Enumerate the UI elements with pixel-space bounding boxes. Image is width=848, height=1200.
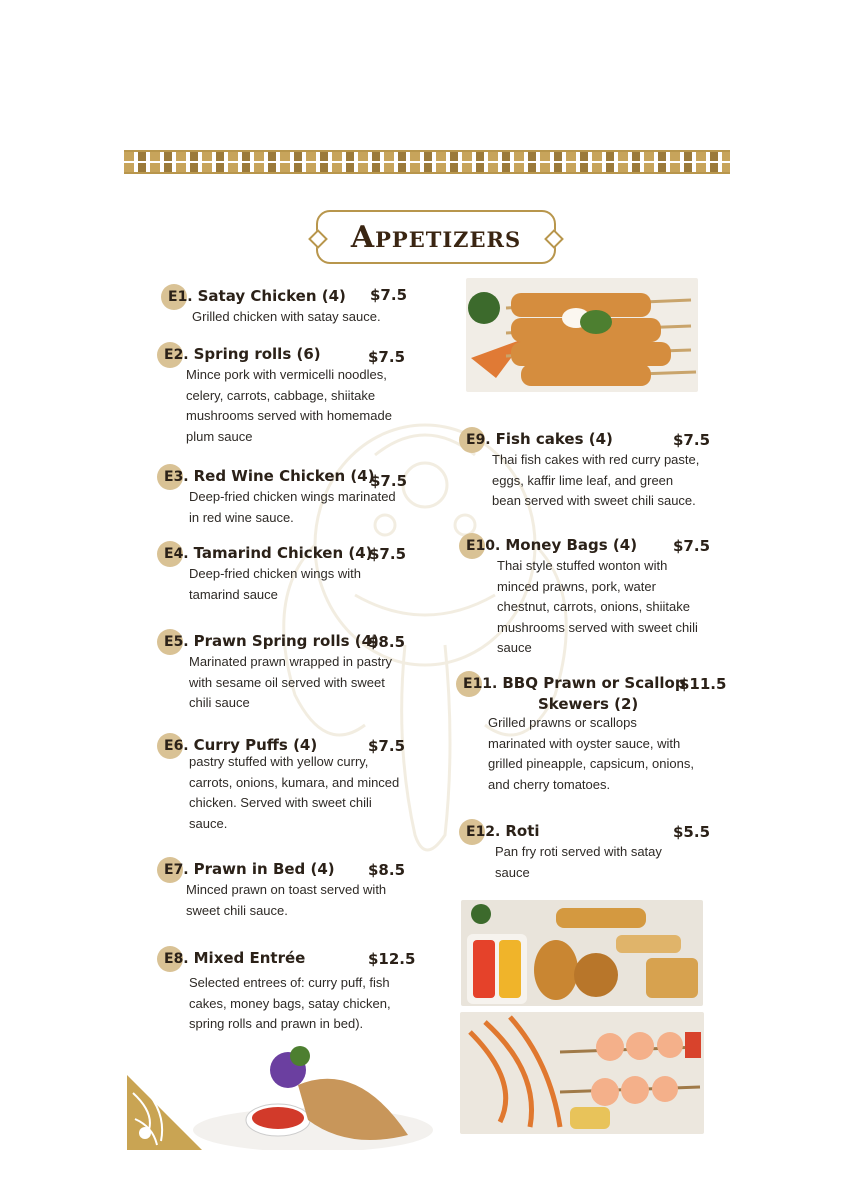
item-name-line2: Skewers (2): [538, 695, 639, 713]
menu-item-e11: [459, 673, 749, 795]
item-name: Red Wine Chicken (4): [193, 467, 375, 485]
item-price: $8.5: [368, 861, 406, 879]
item-name: BBQ Prawn or Scallop: [502, 674, 686, 692]
item-price: $7.5: [370, 472, 408, 490]
item-description: Thai fish cakes with red curry paste, eggs, kaffir lime leaf, and green bean served with sweet chili sauce.: [492, 452, 700, 508]
item-description: Pan fry roti served with satay sauce: [495, 844, 662, 880]
item-price: $7.5: [368, 737, 406, 755]
curry-puff-photo: [188, 1040, 440, 1150]
item-description: Minced prawn on toast served with sweet chili sauce.: [186, 882, 387, 918]
item-code: E4.: [160, 544, 191, 564]
item-price: $7.5: [673, 537, 711, 555]
item-description: Grilled prawns or scallops marinated with oyster sauce, with grilled pineapple, capsicum, onions, and cherry tomatoes.: [488, 715, 694, 792]
bbq-skewers-photo: [460, 1012, 704, 1134]
item-name: Prawn Spring rolls (4): [193, 632, 379, 650]
item-code: E8.: [160, 949, 191, 969]
menu-item-e6: [160, 735, 430, 834]
item-name: Spring rolls (6): [193, 345, 321, 363]
item-description: Marinated prawn wrapped in pastry with sesame oil served with sweet chili sauce: [189, 654, 393, 710]
menu-item-e10: [462, 535, 742, 659]
item-price: $7.5: [673, 431, 711, 449]
menu-item-e2: [160, 344, 430, 447]
menu-item-e12: [462, 821, 742, 883]
item-description: Grilled chicken with satay sauce.: [192, 309, 381, 324]
item-code: E1.: [164, 287, 195, 307]
item-code: E5.: [160, 632, 191, 652]
item-description: Selected entrees of: curry puff, fish cakes, money bags, satay chicken, spring rolls and prawn in bed).: [189, 975, 391, 1031]
menu-item-e1: [164, 286, 434, 328]
item-name: Money Bags (4): [505, 536, 638, 554]
menu-item-e7: [160, 859, 430, 921]
item-price: $11.5: [679, 675, 727, 693]
item-name: Mixed Entrée: [193, 949, 306, 967]
item-price: $7.5: [370, 286, 408, 304]
item-code: E12.: [462, 822, 502, 842]
menu-item-e9: [462, 429, 742, 512]
item-name: Curry Puffs (4): [193, 736, 318, 754]
item-code: E10.: [462, 536, 502, 556]
menu-item-e3: [160, 466, 430, 528]
item-code: E6.: [160, 736, 191, 756]
item-description: Thai style stuffed wonton with minced prawns, pork, water chestnut, carrots, onions, shiitake mushrooms served with sweet chili sauce: [497, 558, 698, 655]
item-code: E2.: [160, 345, 191, 365]
item-code: E11.: [459, 674, 499, 694]
corner-ornament-icon: [127, 1075, 202, 1150]
item-description: pastry stuffed with yellow curry, carrots, onions, kumara, and minced chicken. Served with sweet chili sauce.: [189, 754, 400, 831]
section-title-frame: [316, 210, 556, 264]
section-title: Appetizers: [350, 219, 522, 255]
item-price: $7.5: [368, 348, 406, 366]
item-name: Roti: [505, 822, 540, 840]
item-code: E9.: [462, 430, 493, 450]
item-description: Mince pork with vermicelli noodles, celery, carrots, cabbage, shiitake mushrooms served with homemade plum sauce: [186, 367, 392, 444]
item-name: Fish cakes (4): [495, 430, 613, 448]
item-price: $7.5: [369, 545, 407, 563]
item-price: $12.5: [368, 950, 416, 968]
item-description: Deep-fried chicken wings marinated in red wine sauce.: [189, 489, 396, 525]
item-price: $8.5: [368, 633, 406, 651]
ornamental-border: [124, 150, 730, 174]
menu-item-e4: [160, 543, 430, 605]
mixed-entree-photo: [461, 900, 703, 1006]
item-name: Prawn in Bed (4): [193, 860, 335, 878]
menu-item-e5: [160, 631, 435, 714]
menu-item-e8: [160, 948, 430, 1035]
satay-chicken-photo: [466, 278, 698, 392]
item-code: E7.: [160, 860, 191, 880]
item-description: Deep-fried chicken wings with tamarind sauce: [189, 566, 361, 602]
item-name: Tamarind Chicken (4): [193, 544, 373, 562]
item-name: Satay Chicken (4): [197, 287, 346, 305]
item-code: E3.: [160, 467, 191, 487]
item-price: $5.5: [673, 823, 711, 841]
